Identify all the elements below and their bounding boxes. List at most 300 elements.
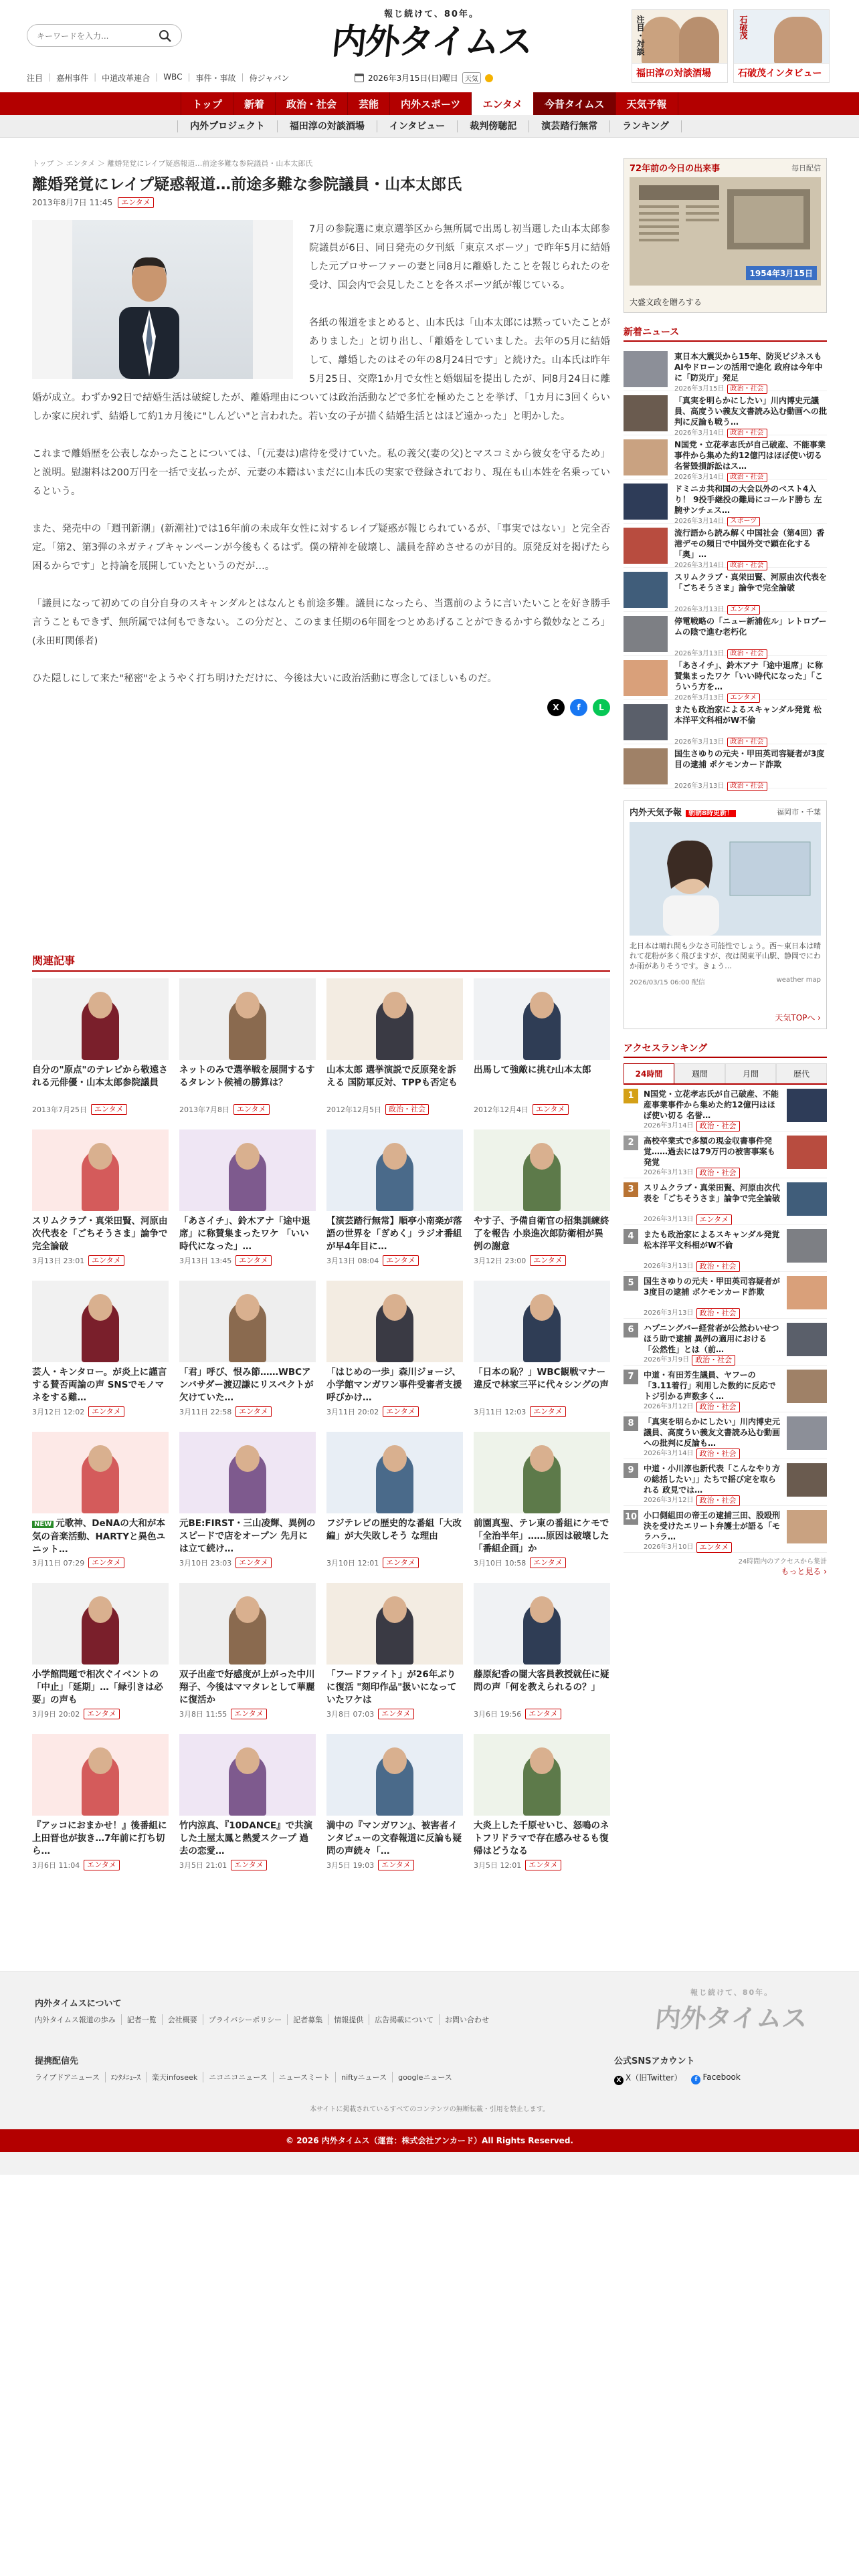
news-tag[interactable]: エンタメ [727, 693, 761, 703]
ranking-thumbnail [787, 1463, 827, 1497]
related-card[interactable] [474, 1432, 610, 1574]
related-card[interactable] [32, 978, 169, 1120]
partner-link[interactable]: ニュースミート [273, 2072, 335, 2082]
rank-number: 8 [624, 1416, 638, 1431]
news-title: ドミニカ共和国の大会以外のベスト4入り！ 9投手継投の難局にコールド勝ち 左腕サンチェス… [674, 484, 822, 515]
related-title-text: 双子出産で好感度が上がった中川翔子、今後はママタレとして華麗に復活か [179, 1669, 315, 1705]
partner-link[interactable]: ライブドアニュース [35, 2073, 100, 2082]
news-item[interactable] [624, 479, 827, 524]
article-paragraph: これまで離婚歴を公表しなかったことについては、「(元妻は)虐待を受けていた。私の義父(妻の父)とマスコミから彼女を守るため」と説明。慰謝料は200万円を一括で支払ったが、元妻の本籍はいまだに山本氏の実家で登録されており、現在も山本姓を名乗っているという。 [32, 449, 610, 497]
ranking-tab-24h[interactable]: 24時間 [624, 1063, 674, 1083]
ranking-item[interactable] [624, 1319, 827, 1366]
nav-konjaku[interactable]: 今昔タイムス [533, 92, 615, 115]
news-title: 流行語から読み解く中国社会（第4回）香港デモの頻日で中国外交で顕在化する「奥」… [674, 528, 825, 559]
partner-link[interactable]: ニコニコニュース [203, 2072, 272, 2082]
top-link[interactable]: 嘉州事件 [56, 74, 89, 83]
line-share-icon[interactable]: L [593, 699, 610, 716]
today-caption: 大盛文政を贈ろする [630, 298, 702, 307]
related-tag[interactable]: エンタメ [533, 1104, 569, 1115]
ranking-item[interactable] [624, 1085, 827, 1132]
ranking-title-text: 小口側組田の帝王の逮捕三田、股殴刑決を受けたエリート弁護士が語る「モラハラ… [644, 1511, 781, 1541]
ranking-item[interactable] [624, 1132, 827, 1178]
related-title-text: 「日本の恥？」WBC観戦マナー違反で林家三平に代々シングの声 [474, 1367, 609, 1390]
promo-banner-interview[interactable] [733, 9, 830, 83]
article [32, 158, 610, 716]
sns-x-link[interactable] [614, 2072, 682, 2085]
related-title-text: 小学館問題で相次ぐイベントの「中止」「延期」…「緑引きは必要」の声も [32, 1669, 163, 1705]
related-tag[interactable]: エンタメ [231, 1709, 267, 1719]
subnav-item[interactable]: 福田淳の対談酒場 [277, 120, 377, 132]
top-link[interactable]: 注目 [27, 74, 43, 83]
related-date: 3月11日 07:29 [32, 1559, 85, 1568]
weather-location[interactable]: 福岡市・千葉 [777, 807, 821, 817]
ranking-thumbnail [787, 1416, 827, 1450]
site-logo[interactable]: 内外タイムス [329, 21, 534, 62]
ranking-item[interactable] [624, 1506, 827, 1553]
related-meta [32, 1104, 169, 1115]
article-paragraph: 各紙の報道をまとめると、山本氏は「山本太郎には黙っていたことがありました」と切り出し、「離婚をしていました。去年の5月に結婚して、離婚したのはその年の8月24日です」と続けた。山本氏は昨年5月25日、交際1か月で女性と婚姻届を提出したが、同8月24日に離婚が成立。わずか92日で結婚生活は破綻したが、離婚理由については政治活動などで多忙を極めたことを挙げ、「1カ月に3回くらいしか家に戻れず、結婚して約1カ月後に"しんどい"と言われた。若い女の子が描く結婚生活とはほど遠かった」と明かした。 [32, 318, 610, 422]
weather-caption: 北日本は晴れ間も少なさ可能性でしょう。西〜東日本は晴れて花粉が多く飛びますが、夜は関東平山駅、静岡でにわか雨がありそうです。きょう… [630, 942, 821, 970]
related-meta [32, 1558, 169, 1568]
ranking-date: 2026年3月13日 [644, 1263, 694, 1270]
ranking-thumbnail [787, 1089, 827, 1122]
ranking-tag[interactable]: 政治・社会 [696, 1448, 740, 1459]
related-meta [326, 1558, 463, 1568]
related-title-text: 芸人・キンタロー。が炎上に謹言する賛否両論の声 SNSでモノマネをする難… [32, 1367, 167, 1403]
news-item[interactable] [624, 347, 827, 391]
related-tag[interactable]: エンタメ [91, 1104, 127, 1115]
nav-top[interactable]: トップ [181, 92, 233, 115]
related-title-text: 「フードファイト」が26年ぶりに復活 "刻印作品"扱いになっていたワケは [326, 1669, 457, 1705]
subnav-item[interactable]: 演芸踏行無常 [529, 120, 609, 132]
related-tag[interactable]: エンタメ [378, 1709, 414, 1719]
ranking-list [624, 1085, 827, 1553]
related-thumbnail [179, 1130, 316, 1211]
news-thumbnail [624, 439, 668, 475]
news-item[interactable] [624, 656, 827, 700]
related-thumbnail [179, 1734, 316, 1816]
related-meta [326, 1709, 463, 1719]
related-title-text: 「あさイチ」、鈴木アナ「途中退席」に称賛集まったワケ 「いい時代になった」… [179, 1216, 310, 1252]
sidebar [624, 158, 827, 1577]
related-card[interactable] [474, 978, 610, 1120]
related-thumbnail [474, 1432, 610, 1513]
ranking-date: 2026年3月13日 [644, 1169, 694, 1176]
partner-link[interactable]: niftyニュース [335, 2072, 392, 2082]
sub-nav [0, 115, 859, 138]
related-tag[interactable]: エンタメ [383, 1558, 419, 1568]
date-row [355, 72, 493, 84]
ranking-tag[interactable]: 政治・社会 [696, 1168, 740, 1178]
ranking-date: 2026年3月14日 [644, 1450, 694, 1457]
footer-about-title: 内外タイムスについて [35, 1999, 122, 2009]
facebook-icon: f [691, 2075, 700, 2084]
news-item[interactable] [624, 568, 827, 612]
related-meta [179, 1860, 316, 1870]
news-item[interactable] [624, 700, 827, 744]
footer-link[interactable]: プライバシーポリシー [203, 2014, 287, 2025]
related-card[interactable] [326, 1281, 463, 1422]
ranking-tag[interactable]: 政治・社会 [696, 1121, 740, 1132]
ranking-tag[interactable]: 政治・社会 [696, 1495, 740, 1506]
today-date: 2026年3月15日(日)曜日 [368, 74, 458, 83]
article-paragraph: 7月の参院選に東京選挙区から無所属で出馬し初当選した山本太郎参院議員が6日、同日発売の夕刊紙「東京スポーツ」で昨年5月に結婚した元プロサーファーの妻と同8月に離婚したことを報じられたのを受け、国会内で会見したことを各スポーツ紙が報じている。 [309, 224, 610, 291]
related-title-text: やす子、予備自衛官の招集訓練終了を報告 小泉進次郎防衛相が異例の謝意 [474, 1216, 609, 1252]
promo-banner-talk[interactable] [632, 9, 728, 83]
ranking-tag[interactable]: エンタメ [696, 1542, 733, 1553]
ranking-title: アクセスランキング [624, 1041, 827, 1058]
related-thumbnail [179, 1281, 316, 1362]
footer-logo-text: 内外タイムス [654, 2003, 809, 2033]
news-tag[interactable]: 政治・社会 [727, 385, 767, 394]
related-meta [326, 1406, 463, 1417]
facebook-share-icon[interactable]: f [570, 699, 587, 716]
ranking-tab-month[interactable]: 月間 [725, 1063, 776, 1083]
ranking-item[interactable] [624, 1459, 827, 1506]
nav-new[interactable]: 新着 [233, 92, 275, 115]
news-item[interactable] [624, 435, 827, 479]
ranking-tag[interactable]: 政治・社会 [696, 1402, 740, 1412]
person-illustration [112, 243, 186, 379]
footer-logo[interactable] [656, 1987, 807, 2034]
today-in-history[interactable] [624, 158, 827, 313]
related-card[interactable] [32, 1281, 169, 1422]
partner-link[interactable]: 楽天infoseek [146, 2072, 203, 2082]
news-tag[interactable]: 政治・社会 [727, 738, 767, 747]
related-thumbnail [32, 1281, 169, 1362]
x-share-icon[interactable]: X [547, 699, 565, 716]
ranking-item[interactable] [624, 1225, 827, 1272]
news-tag[interactable]: 政治・社会 [727, 649, 767, 659]
news-date: 2026年3月14日 [674, 429, 725, 437]
nav-politics[interactable]: 政治・社会 [275, 92, 347, 115]
related-title-text: 満中の『マンガワン』、被害者インタビューの文春報道に反論も疑問の声続々「… [326, 1820, 462, 1856]
weather-provider: weather map [776, 976, 821, 984]
related-title-text: 大炎上した千原せいじ、怒鳴のネトフリドラマで存在感みせるも復帰はどうなる [474, 1820, 609, 1856]
news-tag[interactable]: 政治・社会 [727, 429, 767, 438]
related-date: 3月5日 12:01 [474, 1861, 522, 1870]
related-date: 3月8日 11:55 [179, 1710, 227, 1719]
related-thumbnail [179, 1583, 316, 1665]
related-card[interactable] [474, 1130, 610, 1271]
ranking-date: 2026年3月13日 [644, 1216, 694, 1223]
subnav-item[interactable]: インタビュー [377, 120, 457, 132]
related-tag[interactable]: エンタメ [530, 1406, 566, 1417]
article-date: 2013年8月7日 11:45 [32, 198, 113, 207]
news-tag[interactable]: エンタメ [727, 605, 761, 615]
news-thumbnail [624, 616, 668, 652]
news-title: またも政治家によるスキャンダル発覚 松本洋平文科相がW不倫 [674, 705, 822, 725]
nav-weather[interactable]: 天気予報 [615, 92, 678, 115]
person-photo [679, 17, 719, 65]
article-title: 離婚発覚にレイプ疑惑報道…前途多難な参院議員・山本太郎氏 [32, 176, 462, 193]
nav-sports[interactable]: 内外スポーツ [389, 92, 471, 115]
partner-link[interactable]: googleニュース [392, 2072, 458, 2082]
ranking-title-text: 国生さゆりの元夫・甲田英司容疑者が3度目の逮捕 ポケモンカード詐欺 [644, 1277, 781, 1297]
news-date: 2026年3月13日 [674, 782, 725, 790]
rank-number: 4 [624, 1229, 638, 1244]
related-card[interactable] [179, 1130, 316, 1271]
ranking-date: 2026年3月9日 [644, 1356, 690, 1364]
ranking-tag[interactable]: 政治・社会 [692, 1355, 735, 1366]
related-date: 3月11日 20:02 [326, 1408, 379, 1416]
related-meta [179, 1558, 316, 1568]
breadcrumb[interactable]: トップ ＞ エンタメ ＞ 離婚発覚にレイプ疑惑報道…前途多難な参院議員・山本太郎氏 [32, 159, 313, 168]
related-tag[interactable]: エンタメ [383, 1406, 419, 1417]
related-date: 3月6日 19:56 [474, 1710, 522, 1719]
ranking-thumbnail [787, 1136, 827, 1169]
weather-badge[interactable]: 天気 [462, 72, 481, 84]
ranking-tag[interactable]: 政治・社会 [696, 1261, 740, 1272]
related-title-text: 「君」呼び、恨み節……WBCアンバサダー渡辺謙にリスペクトが欠けていた… [179, 1367, 314, 1403]
related-card[interactable] [474, 1281, 610, 1422]
rank-number: 2 [624, 1136, 638, 1150]
related-card[interactable] [179, 1734, 316, 1876]
article-meta [32, 197, 610, 208]
nav-entame[interactable]: エンタメ [471, 92, 533, 115]
site-header [0, 0, 859, 92]
related-card[interactable] [474, 1583, 610, 1725]
news-date: 2026年3月14日 [674, 518, 725, 525]
related-tag[interactable]: エンタメ [88, 1558, 124, 1568]
sns-facebook-link[interactable] [691, 2072, 740, 2084]
ranking-title-text: 「真実を明らかにしたい」川内博史元議員、高度うい義友文書読み込む動画への批判に反論も… [644, 1417, 781, 1448]
top-link[interactable]: 侍ジャパン [249, 74, 290, 83]
related-tag[interactable]: エンタメ [525, 1860, 561, 1870]
footer-link[interactable]: 会社概要 [162, 2014, 203, 2025]
related-card[interactable] [32, 1734, 169, 1876]
partner-link[interactable]: ｴﾝﾀﾒﾆｭｰｽ [105, 2072, 146, 2082]
news-tag[interactable]: 政治・社会 [727, 473, 767, 482]
related-tag[interactable]: エンタメ [530, 1255, 566, 1266]
related-card[interactable] [326, 1734, 463, 1876]
subnav-item[interactable]: 内外プロジェクト [177, 120, 277, 132]
related-meta [179, 1406, 316, 1417]
related-card[interactable] [179, 1432, 316, 1574]
related-thumbnail [179, 978, 316, 1060]
newspaper-image [630, 177, 821, 286]
news-title: N国党・立花孝志氏が自己破産、不能事業事件から集めた約12億円はほぼ使い切る 名誉毀損訴訟はス… [674, 440, 826, 471]
related-meta [474, 1406, 610, 1417]
related-card[interactable] [326, 1130, 463, 1271]
related-tag[interactable]: エンタメ [235, 1558, 272, 1568]
footer-link[interactable]: 記者一覧 [121, 2014, 162, 2025]
related-title-text: 山本太郎 選挙演説で反原発を訴える 国防軍反対、TPPも否定も [326, 1065, 458, 1088]
top-link[interactable]: 中道改革連合 [102, 74, 151, 83]
article-paragraph: 「議員になって初めての自分自身のスキャンダルとはなんとも前途多難。議員になったら、当選前のように言いたいことを好き勝手言うこともできず、無所属では何もできない。この分だと、このまま任期の6年間をつとめあげることができるかすら微妙なところ」(永田町関係者) [32, 599, 610, 647]
related-meta [32, 1709, 169, 1719]
ranking-title-text: 中道・有田芳生議員、ヤフーの「3.11着行」利用した数約に反応でトジ引かる声数多く… [644, 1370, 776, 1401]
related-tag[interactable]: エンタメ [525, 1709, 561, 1719]
rank-number: 1 [624, 1089, 638, 1103]
news-tag[interactable]: 政治・社会 [727, 561, 767, 570]
copyright: © 2026 内外タイムス（運営：株式会社アンカード）All Rights Reserved. [0, 2129, 859, 2152]
ranking-tag[interactable]: 政治・社会 [696, 1308, 740, 1319]
ranking-date: 2026年3月12日 [644, 1497, 694, 1504]
related-thumbnail [32, 1734, 169, 1816]
search-icon[interactable] [159, 29, 172, 43]
related-card[interactable] [326, 978, 463, 1120]
latest-news-list [624, 347, 827, 788]
related-tag[interactable]: エンタメ [235, 1255, 272, 1266]
ranking-tag[interactable]: エンタメ [696, 1214, 733, 1225]
ranking-item[interactable] [624, 1412, 827, 1459]
sns-label: X（旧Twitter） [626, 2073, 682, 2082]
related-date: 3月9日 20:02 [32, 1710, 80, 1719]
ranking-item[interactable] [624, 1366, 827, 1412]
search-box[interactable] [27, 24, 182, 47]
related-tag[interactable]: エンタメ [383, 1255, 419, 1266]
ranking-title-text: ハプニングバー経営者が公然わいせつほう助で逮捕 異例の適用における「公然性」とは（前… [644, 1323, 779, 1354]
ranking-more-link[interactable]: もっと見る › [781, 1567, 827, 1576]
related-title-text: 出馬して強敵に挑む山本太郎 [474, 1065, 591, 1075]
related-card[interactable] [326, 1432, 463, 1574]
related-articles [32, 952, 610, 1876]
footer-sns-title: 公式SNSアカウント [614, 2056, 695, 2066]
promo-vertical-text: 石破茂 [739, 15, 748, 39]
related-meta [32, 1406, 169, 1417]
share-buttons [32, 699, 610, 716]
related-card[interactable] [474, 1734, 610, 1876]
ranking-tab-week[interactable]: 週間 [674, 1063, 725, 1083]
related-title-text: 自分の"原点"のテレビから敬遠される元俳優・山本太郎参院議員 [32, 1065, 168, 1088]
ranking-tab-all[interactable]: 歴代 [776, 1063, 827, 1083]
footer-partner-links [35, 2072, 503, 2082]
related-tag[interactable]: エンタメ [530, 1558, 566, 1568]
weather-widget[interactable] [624, 800, 827, 1029]
related-title-text: 『アッコにおまかせ！』後番組に上田晋也が抜き…7年前に打ち切ら… [32, 1820, 167, 1856]
related-date: 3月6日 11:04 [32, 1861, 80, 1870]
weather-more-link[interactable]: 天気TOPへ › [775, 1013, 821, 1023]
related-title: 関連記事 [32, 952, 610, 972]
ranking-date: 2026年3月14日 [644, 1122, 694, 1130]
category-tag[interactable]: エンタメ [118, 197, 154, 208]
news-thumbnail [624, 748, 668, 784]
related-card[interactable] [32, 1432, 169, 1574]
news-item[interactable] [624, 744, 827, 788]
related-tag[interactable]: エンタメ [88, 1255, 124, 1266]
news-item[interactable] [624, 524, 827, 568]
related-title-text: スリムクラブ・真栄田賢、河原由次代表を「ごちそうさま」論争で完全論破 [32, 1216, 168, 1252]
footer-link[interactable]: 内外タイムス報道の歩み [35, 2016, 116, 2024]
news-title: 停電戦略の「ニュー新浦佐ル」レトロブームの陰で進む老朽化 [674, 617, 827, 637]
footer-link[interactable]: 記者募集 [287, 2014, 328, 2025]
related-card[interactable] [32, 1583, 169, 1725]
news-date: 2026年3月13日 [674, 738, 725, 746]
related-meta [326, 1860, 463, 1870]
ranking-note: 24時間内のアクセスから集計 [738, 1558, 827, 1566]
related-meta [474, 1558, 610, 1568]
related-tag[interactable]: エンタメ [84, 1860, 120, 1870]
related-card[interactable] [179, 978, 316, 1120]
news-thumbnail [624, 704, 668, 740]
subnav-item[interactable]: 裁判傍聴記 [457, 120, 529, 132]
news-item[interactable] [624, 391, 827, 435]
footer-link[interactable]: 情報提供 [328, 2014, 369, 2025]
news-thumbnail [624, 528, 668, 564]
related-thumbnail [32, 978, 169, 1060]
top-links: 注目 | 嘉州事件 | 中道改革連合 | WBC | 事件・事故 | 侍ジャパン [27, 72, 290, 83]
news-item[interactable] [624, 612, 827, 656]
sun-icon [485, 74, 493, 82]
related-tag[interactable]: エンタメ [378, 1860, 414, 1870]
ranking-item[interactable] [624, 1178, 827, 1225]
news-tag[interactable]: スポーツ [727, 517, 761, 526]
related-date: 3月12日 12:02 [32, 1408, 85, 1416]
article-photo [32, 220, 293, 379]
footer-link[interactable]: お問い合わせ [439, 2014, 494, 2025]
related-date: 2013年7月25日 [32, 1105, 87, 1114]
promo-label: 石破茂インタビュー [734, 63, 829, 82]
related-card[interactable] [326, 1583, 463, 1725]
related-card[interactable] [179, 1281, 316, 1422]
related-tag[interactable]: エンタメ [235, 1406, 272, 1417]
news-date: 2026年3月13日 [674, 694, 725, 702]
ranking-title-text: スリムクラブ・真栄田賢、河原由次代表を「ごちそうさま」論争で完全論破 [644, 1183, 781, 1203]
rank-number: 9 [624, 1463, 638, 1478]
news-thumbnail [624, 395, 668, 431]
ranking-title-text: またも政治家によるスキャンダル発覚 松本洋平文科相がW不倫 [644, 1230, 780, 1250]
related-meta [474, 1104, 610, 1115]
related-tag[interactable]: エンタメ [88, 1406, 124, 1417]
related-card[interactable] [179, 1583, 316, 1725]
ranking-title-text: 高校卒業式で多額の現金収書事件発覚……過去には79万円の被害事案も発覚 [644, 1136, 775, 1167]
rank-number: 6 [624, 1323, 638, 1337]
related-tag[interactable]: 政治・社会 [385, 1104, 429, 1115]
search-input[interactable] [37, 29, 151, 43]
ranking-date: 2026年3月12日 [644, 1403, 694, 1410]
related-date: 3月10日 12:01 [326, 1559, 379, 1568]
article-paragraph: ひた隠しにして来た"秘密"をようやく打ち明けただけに、今後は大いに政治活動に専念してほしいものだ。 [32, 673, 497, 684]
related-thumbnail [326, 1281, 463, 1362]
related-thumbnail [326, 1130, 463, 1211]
news-title: 東日本大震災から15年、防災ビジネスもAIやドローンの活用で進化 政府は今年中に「防災庁」発足 [674, 352, 823, 383]
news-tag[interactable]: 政治・社会 [727, 782, 767, 791]
main-nav [0, 92, 859, 115]
rank-number: 3 [624, 1182, 638, 1197]
related-tag[interactable]: エンタメ [233, 1104, 270, 1115]
news-date: 2026年3月13日 [674, 650, 725, 657]
ranking-title-text: 中道・小川淳也新代表「こんなやり方の総括したい」」たちで揺び定を取られる 政見では… [644, 1464, 781, 1495]
related-thumbnail [474, 1130, 610, 1211]
footer-sns [614, 2072, 828, 2085]
related-thumbnail [179, 1432, 316, 1513]
logo-block[interactable] [314, 7, 549, 62]
news-title: スリムクラブ・真栄田賢、河原由次代表を「ごちそうさま」論争で完全論破 [674, 572, 827, 593]
related-meta [326, 1104, 463, 1115]
rank-number: 10 [624, 1510, 638, 1525]
news-title: 「あさイチ」、鈴木アナ「途中退席」に称賛集まったワケ「いい時代になった」「こういう方を… [674, 661, 824, 691]
related-thumbnail [32, 1130, 169, 1211]
footer-link[interactable]: 広告掲載について [369, 2014, 439, 2025]
ranking-item[interactable] [624, 1272, 827, 1319]
top-link[interactable]: WBC [163, 72, 183, 82]
top-link[interactable]: 事件・事故 [195, 74, 236, 83]
related-tag[interactable]: エンタメ [84, 1709, 120, 1719]
x-icon: X [614, 2076, 624, 2085]
related-card[interactable] [32, 1130, 169, 1271]
subnav-item[interactable]: ランキング [609, 120, 682, 132]
ranking-thumbnail [787, 1229, 827, 1263]
footer-partners-title: 提携配信先 [35, 2056, 79, 2066]
nav-geino[interactable]: 芸能 [347, 92, 389, 115]
related-date: 3月13日 08:04 [326, 1257, 379, 1265]
related-date: 3月13日 13:45 [179, 1257, 232, 1265]
related-title-text: 「はじめの一歩」森川ジョージ、小学館マンガワン事件受審者支援呼びかけ… [326, 1367, 462, 1403]
related-tag[interactable]: エンタメ [231, 1860, 267, 1870]
related-title-text: ネットのみで選挙戦を展開するするタレント候補の勝算は？ [179, 1065, 315, 1088]
related-date: 3月5日 21:01 [179, 1861, 227, 1870]
